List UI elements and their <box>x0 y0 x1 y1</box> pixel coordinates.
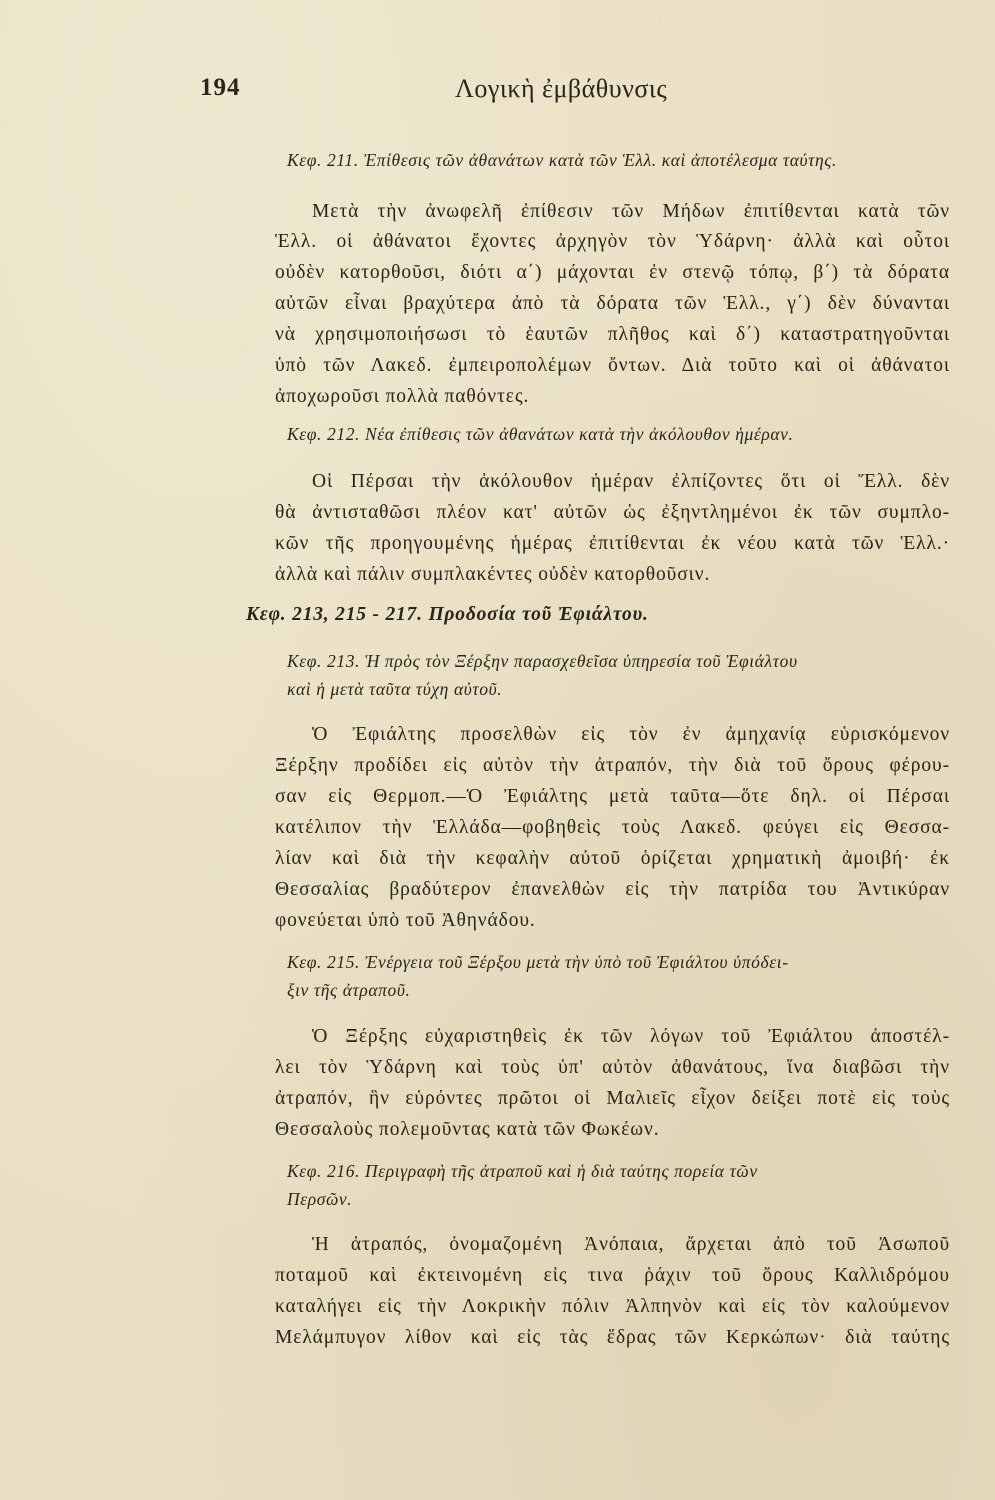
paragraph-line: ἀποχωροῦσι πολλὰ παθόντες. <box>275 386 530 407</box>
chapter-215-caption: Κεφ. 215. Ἐνέργεια τοῦ Ξέρξου μετὰ τὴν ὑπὸ τοῦ Ἐφιάλτου ὑπόδει- <box>287 952 789 972</box>
paragraph-line: κατέλιπον τὴν Ἑλλάδα—φοβηθεὶς τοὺς Λακεδ. φεύγει εἰς Θεσσα- <box>275 817 950 838</box>
paragraph-line: καταλήγει εἰς τὴν Λοκρικὴν πόλιν Ἀλπηνὸν καὶ εἰς τὸν καλούμενον <box>275 1296 950 1317</box>
paragraph-line: οὐδὲν κατορθοῦσι, διότι α΄) μάχονται ἐν στενῷ τόπῳ, β΄) τὰ δόρατα <box>275 262 950 283</box>
paragraph-line: νὰ χρησιμοποιήσωσι τὸ ἑαυτῶν πλῆθος καὶ δ΄) καταστρατηγοῦνται <box>275 324 950 345</box>
paragraph-line: κῶν τῆς προηγουμένης ἡμέρας ἐπιτίθενται ἐκ νέου κατὰ τῶν Ἑλλ.· <box>275 533 950 554</box>
paragraph-line: Ὁ Ξέρξης εὐχαριστηθεὶς ἐκ τῶν λόγων τοῦ Ἐφιάλτου ἀποστέλ- <box>312 1026 950 1047</box>
paragraph-line: ἀλλὰ καὶ πάλιν συμπλακέντες οὐδὲν κατορθοῦσιν. <box>275 564 711 585</box>
paragraph-line: Οἱ Πέρσαι τὴν ἀκόλουθον ἡμέραν ἐλπίζοντες ὅτι οἱ Ἕλλ. δὲν <box>312 471 950 492</box>
paragraph-line: Ἑλλ. οἱ ἀθάνατοι ἔχοντες ἀρχηγὸν τὸν Ὑδάρνη· ἀλλὰ καὶ οὗτοι <box>275 231 950 252</box>
paragraph-line: λει τὸν Ὑδάρνη καὶ τοὺς ὑπ' αὐτὸν ἀθανάτους, ἵνα διαβῶσι τὴν <box>275 1057 950 1078</box>
paragraph-line: Ἡ ἀτραπός, ὀνομαζομένη Ἀνόπαια, ἄρχεται ἀπὸ τοῦ Ἀσωποῦ <box>312 1234 950 1255</box>
paragraph-line: Θεσσαλίας βραδύτερον ἐπανελθὼν εἰς τὴν πατρίδα του Ἀντικύραν <box>275 879 950 900</box>
paragraph-line: λίαν καὶ διὰ τὴν κεφαλὴν αὐτοῦ ὁρίζεται χρηματικὴ ἀμοιβή· ἐκ <box>275 848 950 869</box>
paragraph-line: Θεσσαλοὺς πολεμοῦντας κατὰ τῶν Φωκέων. <box>275 1119 660 1140</box>
page-number: 194 <box>200 74 241 101</box>
paragraph-line: θὰ ἀντισταθῶσι πλέον κατ' αὐτῶν ὡς ἐξηντλημένοι ἐκ τῶν συμπλο- <box>275 502 950 523</box>
chapter-216-caption-cont: Περσῶν. <box>287 1189 353 1209</box>
section-heading: Κεφ. 213, 215 - 217. Προδοσία τοῦ Ἐφιάλτου. <box>246 604 649 625</box>
paragraph-line: Μελάμπυγον λίθον καὶ εἰς τὰς ἕδρας τῶν Κερκώπων· διὰ ταύτης <box>275 1327 950 1348</box>
paragraph-line: ὑπὸ τῶν Λακεδ. ἐμπειροπολέμων ὄντων. Διὰ τοῦτο καὶ οἱ ἀθάνατοι <box>275 355 950 376</box>
paragraph-line: φονεύεται ὑπὸ τοῦ Ἀθηνάδου. <box>275 910 536 931</box>
chapter-213-caption-cont: καὶ ἡ μετὰ ταῦτα τύχη αὐτοῦ. <box>287 679 503 699</box>
chapter-213-caption: Κεφ. 213. Ἡ πρὸς τὸν Ξέρξην παρασχεθεῖσα ὑπηρεσία τοῦ Ἐφιάλτου <box>287 651 798 671</box>
paragraph-line: Ὁ Ἐφιάλτης προσελθὼν εἰς τὸν ἐν ἀμηχανίᾳ εὑρισκόμενον <box>312 724 950 745</box>
paragraph-line: Ξέρξην προδίδει εἰς αὐτὸν τὴν ἀτραπόν, τὴν διὰ τοῦ ὄρους φέρου- <box>275 755 950 776</box>
chapter-211-caption: Κεφ. 211. Ἐπίθεσις τῶν ἀθανάτων κατὰ τῶν Ἑλλ. καὶ ἀποτέλεσμα ταύτης. <box>287 150 837 170</box>
paragraph-line: ποταμοῦ καὶ ἐκτεινομένη εἰς τινα ῥάχιν τοῦ ὄρους Καλλιδρόμου <box>275 1265 950 1286</box>
paragraph-line: αὐτῶν εἶναι βραχύτερα ἀπὸ τὰ δόρατα τῶν Ἑλλ., γ΄) δὲν δύνανται <box>275 293 950 314</box>
chapter-215-caption-cont: ξιν τῆς ἀτραποῦ. <box>287 980 411 1000</box>
running-title: Λογικὴ ἐμβάθυνσις <box>455 74 668 103</box>
page-header <box>200 68 720 112</box>
paragraph-line: σαν εἰς Θερμοπ.—Ὁ Ἐφιάλτης μετὰ ταῦτα—ὅτε δηλ. οἱ Πέρσαι <box>275 786 950 807</box>
paragraph-line: ἀτραπόν, ἣν εὑρόντες πρῶτοι οἱ Μαλιεῖς εἶχον δείξει ποτὲ εἰς τοὺς <box>275 1088 950 1109</box>
chapter-216-caption: Κεφ. 216. Περιγραφὴ τῆς ἀτραποῦ καὶ ἡ διὰ ταύτης πορεία τῶν <box>287 1161 758 1181</box>
paragraph-line: Μετὰ τὴν ἀνωφελῆ ἐπίθεσιν τῶν Μήδων ἐπιτίθενται κατὰ τῶν <box>312 201 950 222</box>
chapter-212-caption: Κεφ. 212. Νέα ἐπίθεσις τῶν ἀθανάτων κατὰ τὴν ἀκόλουθον ἡμέραν. <box>287 424 794 444</box>
